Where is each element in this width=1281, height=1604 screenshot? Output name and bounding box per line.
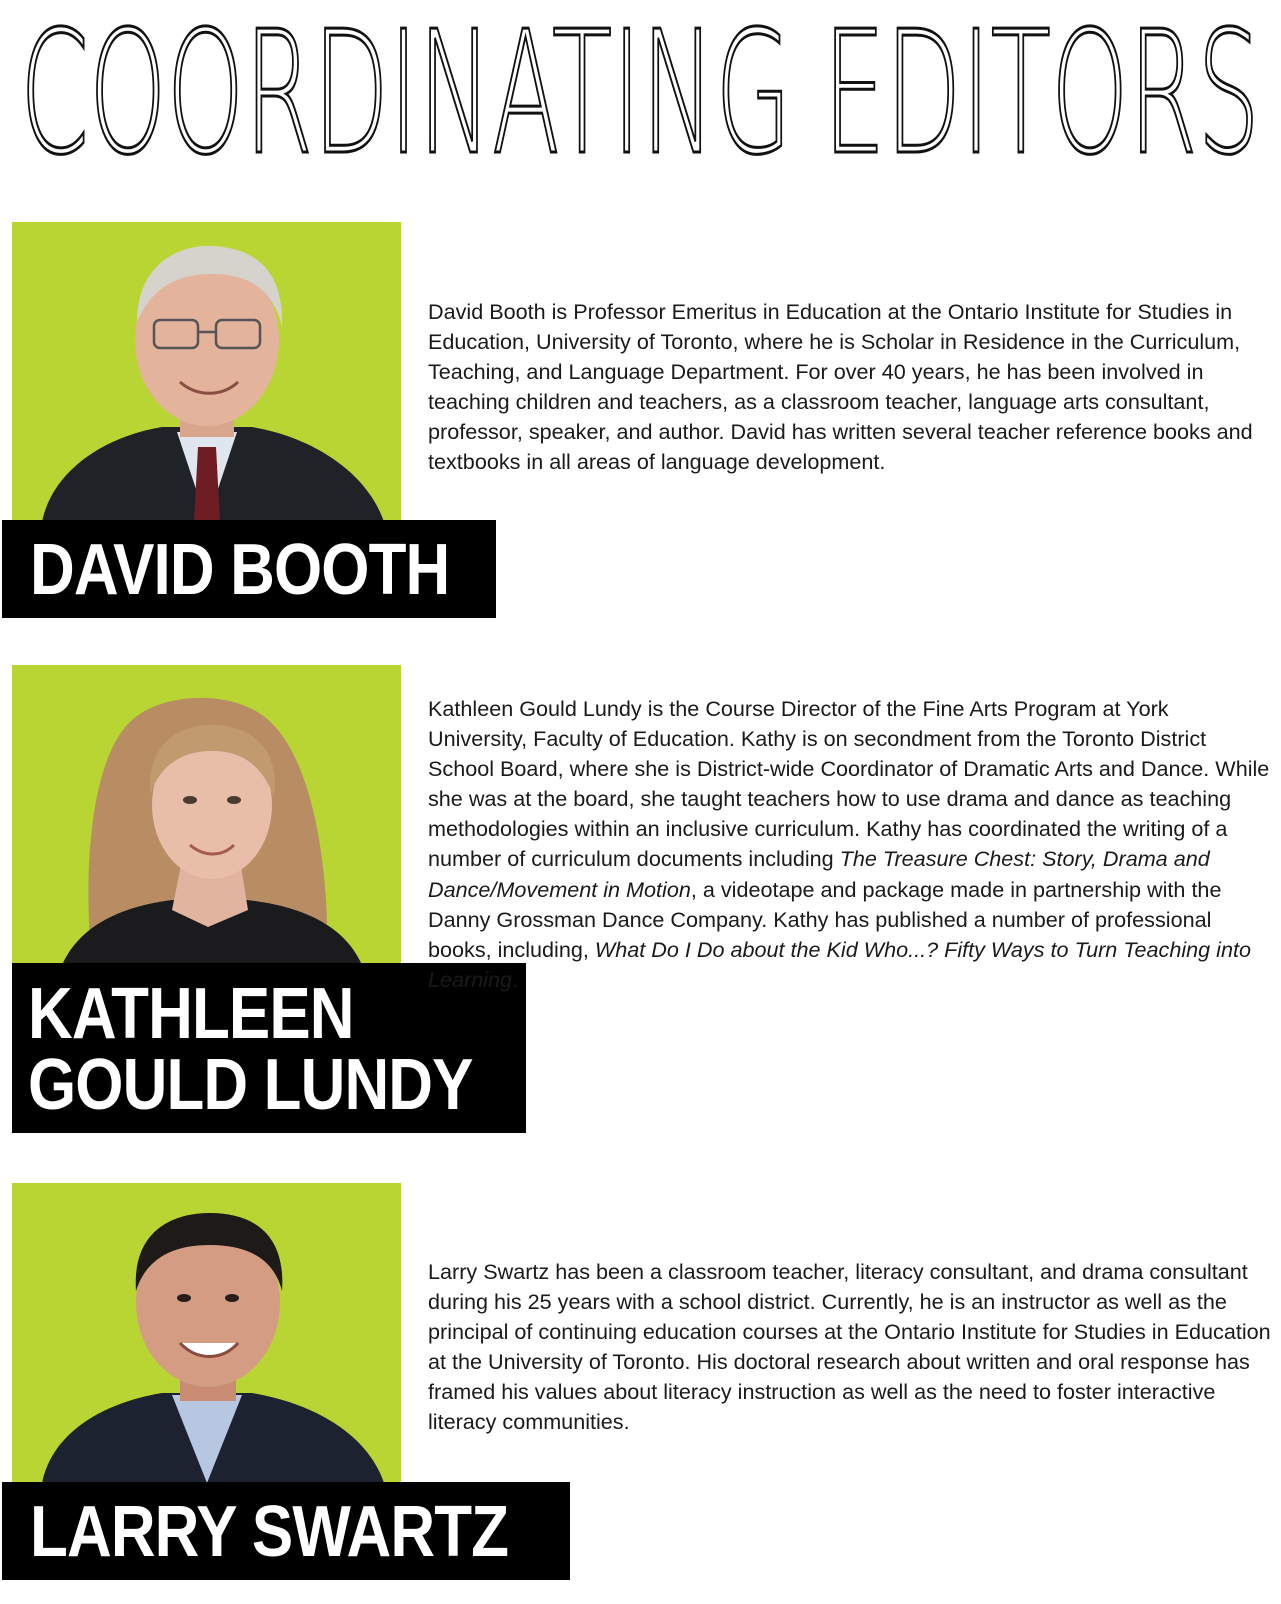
editor-photo [12, 665, 401, 965]
editor-bio: Larry Swartz has been a classroom teacher, literacy consultant, and drama consultant during his 25 years with a school district. Currently, he is an instructor as well as the principal of continuing education courses at the Ontario Institute for Studies in Education at the University of Toronto. His doctoral research about written and oral response has framed his values about literacy instruction as well as the need to foster interactive literacy communities. [428, 1259, 1271, 1435]
editor-name: DAVID BOOTH [2, 520, 496, 618]
book-title: The Treasure Chest: Story, Drama and Dance/Movement in Motion [428, 846, 1210, 902]
editor-bio: Kathleen Gould Lundy is the Course Director of the Fine Arts Program at York University, Faculty of Education. Kathy is on secondment from the Toronto District School Board, where she is District-wide Coordinator of Dramatic Arts and Dance. While she was at the board, she taught teachers how to use drama and dance as teaching methodologies within an inclusive curriculum. Kathy has coordinated the writing of a number of curriculum documents including The Treasure Chest: Story, Drama and Dance/Movement in Motion, a videotape and package made in partnership with the Danny Grossman Dance Company. Kathy has published a number of professional books, including, What Do I Do about the Kid Who...? Fifty Ways to Turn Teaching into Learning. [428, 696, 1270, 992]
portrait-photo-icon [12, 1183, 401, 1483]
editor-bio: David Booth is Professor Emeritus in Education at the Ontario Institute for Studies in Education, University of Toronto, where he is Scholar in Residence in the Curriculum, Teaching, and Language Department. For over 40 years, he has been involved in teaching children and teachers, as a classroom teacher, language arts consultant, professor, speaker, and author. David has written several teacher reference books and textbooks in all areas of language development. [428, 299, 1253, 475]
editor-photo [12, 1183, 401, 1483]
portrait-photo-icon [12, 222, 401, 522]
book-title: What Do I Do about the Kid Who...? Fifty Ways to Turn Teaching into Learning [428, 936, 1251, 992]
page-title-text: COORDINATING EDITORS [20, 14, 1260, 174]
portrait-photo-icon [12, 665, 401, 965]
editor-name: LARRY SWARTZ [2, 1482, 570, 1580]
editor-name: KATHLEEN GOULD LUNDY [12, 963, 526, 1133]
page-title [20, 14, 1265, 174]
editor-photo [12, 222, 401, 522]
